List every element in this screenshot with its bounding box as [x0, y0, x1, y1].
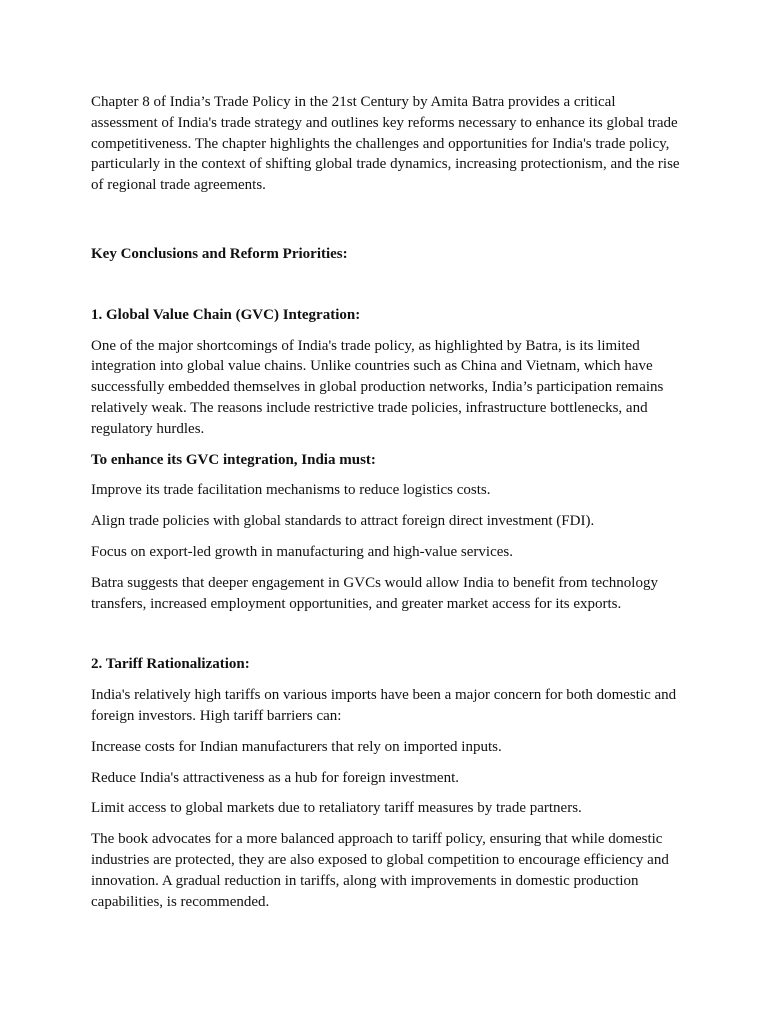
key-conclusions-heading: Key Conclusions and Reform Priorities: — [91, 245, 348, 262]
intro-paragraph: Chapter 8 of India’s Trade Policy in the 21st Century by Amita Batra provides a critical assessment of India's trade strategy and outlines key reforms necessary to enhance its global trade competitiveness. The chapter highlights the challenges and opportunities for India's trade policy, particularly in the context of shifting global trade dynamics, increasing protectionism, and the rise of regional trade agreements. — [91, 94, 680, 194]
section-1-paragraph-1: One of the major shortcomings of India's trade policy, as highlighted by Batra, is its limited integration into global value chains. Unlike countries such as China and Vietnam, which have successfully embedded themselves in global production networks, India’s participation remains relatively weak. The reasons include restrictive trade policies, infrastructure bottlenecks, and regulatory hurdles. — [91, 337, 664, 437]
section-2-paragraph-2: The book advocates for a more balanced approach to tariff policy, ensuring that while domestic industries are protected, they are also exposed to global competition to encourage efficiency and innovation. A gradual reduction in tariffs, along with improvements in domestic production capabilities, is recommended. — [91, 831, 669, 910]
section-2-heading: 2. Tariff Rationalization: — [91, 656, 250, 673]
section-1-item-1: Improve its trade facilitation mechanisms to reduce logistics costs. — [91, 482, 491, 499]
document-page — [91, 92, 681, 922]
section-1-item-3: Focus on export-led growth in manufacturing and high-value services. — [91, 543, 513, 560]
section-2-paragraph-1: India's relatively high tariffs on various imports have been a major concern for both domestic and foreign investors. High tariff barriers can: — [91, 687, 677, 724]
section-2-item-3: Limit access to global markets due to retaliatory tariff measures by trade partners. — [91, 800, 582, 817]
section-1-paragraph-2: Batra suggests that deeper engagement in GVCs would allow India to benefit from technology transfers, increased employment opportunities, and greater market access for its exports. — [91, 574, 658, 612]
section-2-item-1: Increase costs for Indian manufacturers that rely on imported inputs. — [91, 738, 502, 755]
section-1-heading: 1. Global Value Chain (GVC) Integration: — [91, 306, 361, 323]
section-2-item-2: Reduce India's attractiveness as a hub for foreign investment. — [91, 769, 459, 786]
section-1-item-2: Align trade policies with global standards to attract foreign direct investment (FDI). — [91, 513, 595, 530]
section-1-subheading: To enhance its GVC integration, India must: — [91, 451, 376, 468]
